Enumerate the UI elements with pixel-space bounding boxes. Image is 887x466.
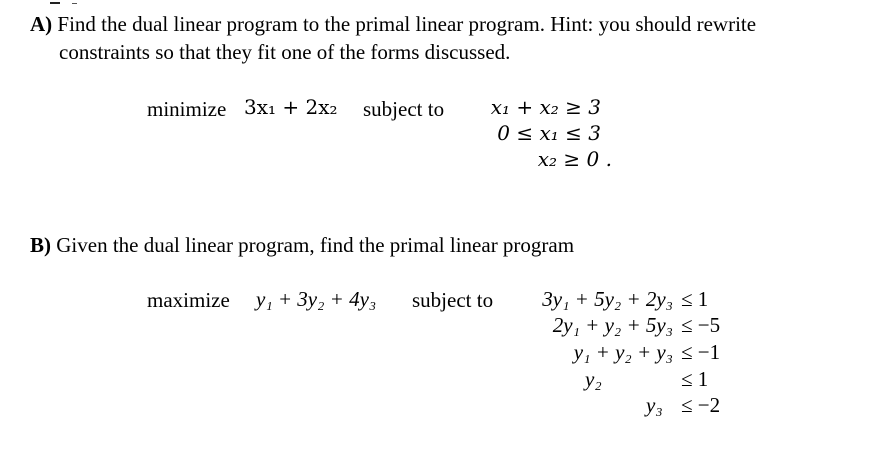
part-b-objective-expr: y₁ + 3y₂ + 4y₃ [256, 287, 377, 311]
part-b-constraint-lhs: y₁ + y₂ + y₃ [573, 340, 673, 364]
part-a-objective-expr: 3x₁ + 2x₂ [244, 95, 338, 119]
part-b-text: Given the dual linear program, find the primal linear program [56, 233, 575, 257]
part-b-subject-to: subject to [412, 288, 494, 312]
part-b-constraint-lhs: 2y₁ + y₂ + 5y₃ [552, 313, 673, 337]
scan-mark [72, 3, 77, 4]
part-a-constraint-2: 0 ≤ x₁ ≤ 3 [497, 121, 601, 145]
part-b-objective-label: maximize [147, 288, 230, 312]
scan-mark [50, 2, 60, 4]
part-b-constraint-lhs: y₂ [585, 367, 602, 391]
part-a-constraint-1: x₁ + x₂ ≥ 3 [490, 95, 601, 119]
part-b-constraint-rhs: ≤ 1 [681, 287, 709, 311]
part-b-constraint-rhs: ≤ −1 [681, 340, 721, 364]
part-a-text-line2: constraints so that they fit one of the forms discussed. [59, 40, 511, 64]
part-b-label: B) [30, 233, 51, 257]
part-a-objective-label: minimize [147, 97, 227, 121]
part-b-constraint-lhs: y₃ [646, 393, 663, 417]
part-a-constraint-3: x₂ ≥ 0 . [537, 147, 612, 171]
part-b-constraint-lhs: 3y₁ + 5y₂ + 2y₃ [542, 287, 673, 311]
part-a-subject-to: subject to [363, 97, 445, 121]
part-a-text-line1: Find the dual linear program to the primal linear program. Hint: you should rewrite [57, 12, 757, 36]
part-a-label: A) [30, 12, 53, 36]
part-b-constraint-rhs: ≤ −5 [681, 313, 721, 337]
part-b-constraint-rhs: ≤ −2 [681, 393, 721, 417]
part-b-line [30, 232, 574, 258]
part-b-constraint-rhs: ≤ 1 [681, 367, 709, 391]
part-a-line1 [30, 11, 756, 37]
